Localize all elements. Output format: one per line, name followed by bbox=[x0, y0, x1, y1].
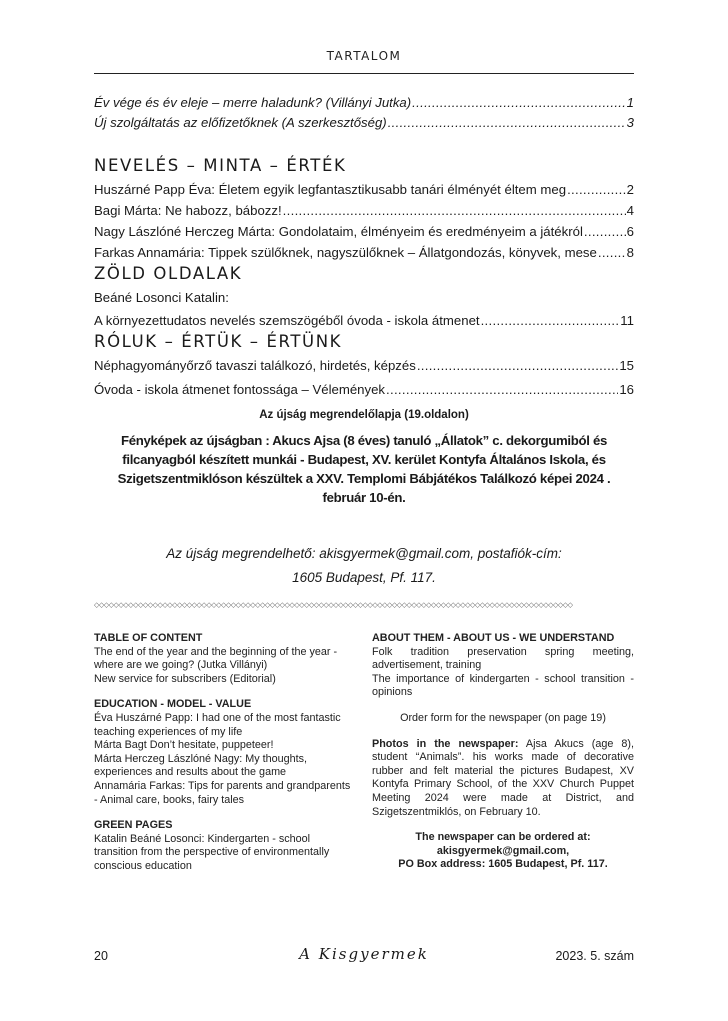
toc-entry-page: 6 bbox=[626, 224, 634, 239]
toc-entry-title: Óvoda - iskola átmenet fontossága – Vélemények bbox=[94, 382, 386, 397]
english-photos-text: Ajsa Akucs (age 8), student “Animals”. his works made of decorative rubber and felt material the pictures Budapest, XV Kontyfa Primary School, of the XXV Church Puppet Meeting 2024 were made at District, and Szigetszentmiklós, on February 10. bbox=[372, 737, 634, 818]
contact-line-address: 1605 Budapest, Pf. 117. bbox=[292, 570, 436, 585]
photo-credit-note: Fényképek az újságban : Akucs Ajsa (8 éves) tanuló „Állatok” c. dekorgumiból és filcanyagból készített munkái - Budapest, XV. kerület Kontyfa Általános Iskola, és Szigetszentmiklóson készültek a XXV. Templomi Bábjátékos Találkozó képei 2024 . február 10-én. bbox=[117, 433, 611, 505]
toc-entry-page: 2 bbox=[626, 182, 634, 197]
english-photos-paragraph bbox=[372, 738, 634, 820]
english-toc-line: New service for subscribers (Editorial) bbox=[94, 672, 276, 685]
toc-entry-title: Bagi Márta: Ne habozz, bábozz! bbox=[94, 203, 282, 218]
english-education-title: EDUCATION - MODEL - VALUE bbox=[94, 698, 252, 711]
header-title: TARTALOM bbox=[326, 49, 402, 63]
section-title-green: ZÖLD OLDALAK bbox=[94, 264, 243, 283]
footer-page-number: 20 bbox=[94, 949, 108, 963]
toc-entry[interactable] bbox=[94, 182, 634, 197]
english-order-form: Order form for the newspaper (on page 19) bbox=[400, 711, 606, 724]
toc-entry-page: 15 bbox=[619, 358, 634, 373]
toc-entry[interactable] bbox=[94, 95, 634, 110]
english-green-title: GREEN PAGES bbox=[94, 819, 173, 832]
toc-entry-page: 11 bbox=[620, 313, 634, 328]
english-green-line: Katalin Beáné Losonci: Kindergarten - school transition from the perspective of environmentally conscious education bbox=[94, 832, 330, 872]
toc-entry[interactable] bbox=[94, 313, 634, 328]
english-education-line: Márta Herczeg Lászlóné Nagy: My thoughts, experiences and results about the game bbox=[94, 752, 308, 779]
english-about-title: ABOUT THEM - ABOUT US - WE UNDERSTAND bbox=[372, 632, 615, 644]
footer-magazine-prefix: A bbox=[299, 945, 313, 963]
contact-line-email: Az újság megrendelhető: akisgyermek@gmail.com, postafiók-cím: bbox=[166, 546, 562, 561]
toc-entry-page: 16 bbox=[619, 382, 634, 397]
section-title-about: RÓLUK – ÉRTÜK – ÉRTÜNK bbox=[94, 332, 343, 351]
footer-issue: 2023. 5. szám bbox=[555, 949, 634, 963]
english-photos-label: Photos in the newspaper: bbox=[372, 737, 519, 750]
toc-entry[interactable] bbox=[94, 245, 634, 260]
toc-entry-page: 8 bbox=[626, 245, 634, 260]
toc-entry-page: 1 bbox=[626, 95, 634, 110]
page-header bbox=[94, 47, 634, 74]
toc-entry-title: Huszárné Papp Éva: Életem egyik legfantasztikusabb tanári élményét éltem meg bbox=[94, 182, 567, 197]
english-about-line: The importance of kindergarten - school transition - opinions bbox=[372, 672, 634, 699]
toc-entry[interactable] bbox=[94, 382, 634, 397]
toc-entry[interactable] bbox=[94, 224, 634, 239]
english-order-address: PO Box address: 1605 Budapest, Pf. 117. bbox=[398, 858, 608, 871]
toc-entry[interactable] bbox=[94, 115, 634, 130]
toc-entry[interactable] bbox=[94, 203, 634, 218]
english-toc-line: The end of the year and the beginning of the year - where are we going? (Jutka Villányi) bbox=[94, 645, 338, 672]
toc-entry-title: Év vége és év eleje – merre haladunk? (Villányi Jutka) bbox=[94, 95, 412, 110]
toc-entry-title: Farkas Annamária: Tippek szülőknek, nagyszülőknek – Állatgondozás, könyvek, mese bbox=[94, 245, 597, 260]
order-form-note: Az újság megrendelőlapja (19.oldalon) bbox=[259, 409, 469, 421]
english-order-email: akisgyermek@gmail.com, bbox=[436, 844, 570, 857]
toc-entry-page: 4 bbox=[626, 203, 634, 218]
toc-entry-title: A környezettudatos nevelés szemszögéből óvoda - iskola átmenet bbox=[94, 313, 480, 328]
english-education-line: Márta Bagt Don’t hesitate, puppeteer! bbox=[94, 739, 274, 752]
green-author: Beáné Losonci Katalin: bbox=[94, 290, 229, 305]
english-summary-right bbox=[372, 632, 634, 872]
toc-entry-title: Néphagyományőrző tavaszi találkozó, hirdetés, képzés bbox=[94, 358, 416, 373]
toc-entry[interactable] bbox=[94, 358, 634, 373]
english-education-line: Éva Huszárné Papp: I had one of the most fantastic teaching experiences of my life bbox=[94, 711, 341, 738]
ornamental-divider: ◇◇◇◇◇◇◇◇◇◇◇◇◇◇◇◇◇◇◇◇◇◇◇◇◇◇◇◇◇◇◇◇◇◇◇◇◇◇◇◇◇◇◇◇◇◇◇◇◇◇◇◇◇◇◇◇◇◇◇◇◇◇◇◇◇◇◇◇◇◇◇◇◇◇◇◇◇◇◇◇◇◇◇◇◇◇◇◇◇◇◇◇◇◇◇◇◇◇ bbox=[94, 602, 573, 609]
toc-entry-title: Nagy Lászlóné Herczeg Márta: Gondolataim, élményeim és eredményeim a játékról bbox=[94, 224, 583, 239]
english-order-line: The newspaper can be ordered at: bbox=[415, 831, 591, 844]
english-education-line: Annamária Farkas: Tips for parents and grandparents - Animal care, books, fairy tales bbox=[94, 779, 351, 806]
english-summary-left bbox=[94, 632, 356, 874]
toc-entry-title: Új szolgáltatás az előfizetőknek (A szerkesztőség) bbox=[94, 115, 387, 130]
toc-entry-page: 3 bbox=[626, 115, 634, 130]
section-title-education: NEVELÉS – MINTA – ÉRTÉK bbox=[94, 156, 347, 175]
footer-magazine-name: Kisgyermek bbox=[318, 945, 429, 963]
english-toc-title: TABLE OF CONTENT bbox=[94, 632, 203, 644]
english-about-line: Folk tradition preservation spring meeting, advertisement, training bbox=[372, 645, 634, 672]
